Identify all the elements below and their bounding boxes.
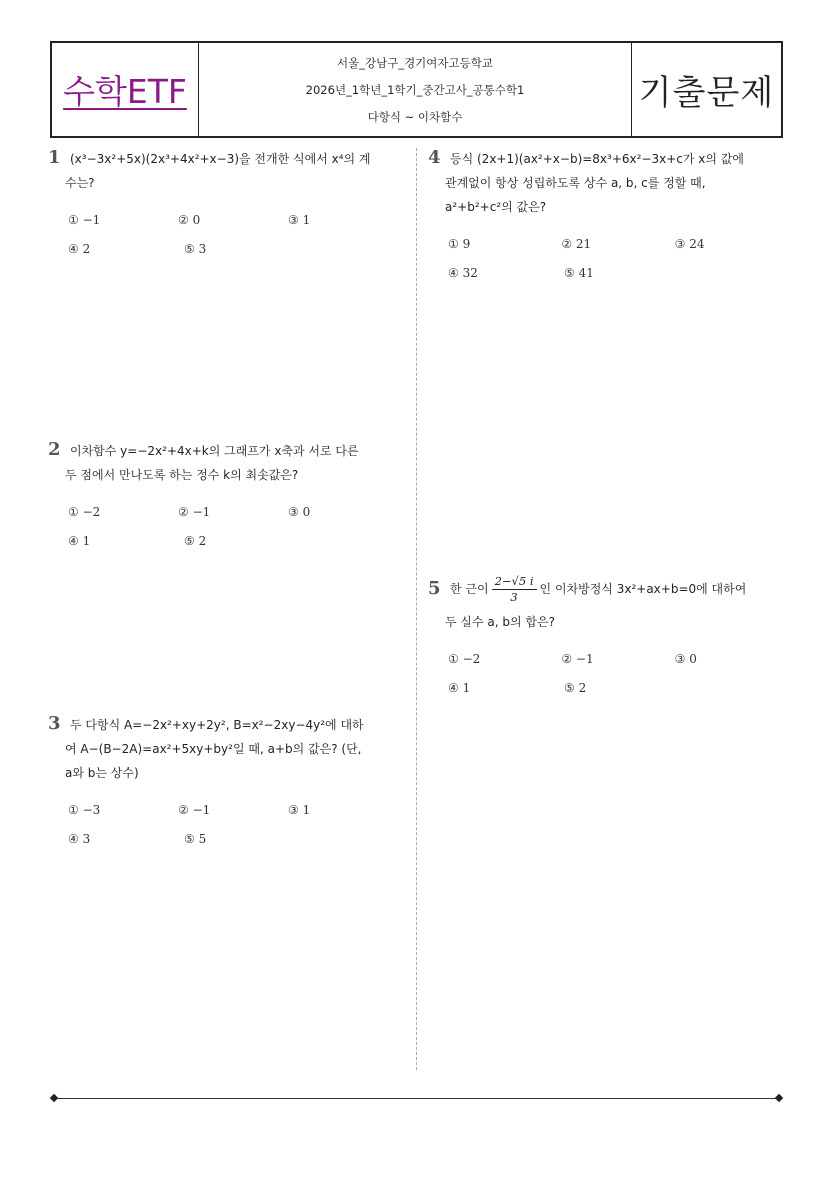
choice-1[interactable]: ① 9 <box>448 236 471 251</box>
question-text: 수는? <box>65 176 95 190</box>
exam-range: 다항식 ~ 이차함수 <box>367 109 463 124</box>
question-text: 인 이차방정식 3x²+ax+b=0에 대하여 <box>539 582 747 596</box>
choice-1[interactable]: ① −2 <box>68 504 101 519</box>
label-box <box>631 43 781 136</box>
exam-label: 기출문제 <box>638 73 775 113</box>
question-text: 한 근이 <box>450 582 489 596</box>
question-number: 3 <box>48 713 61 734</box>
question-text: (x³−3x²+5x)(2x³+4x²+x−3)을 전개한 식에서 x⁴의 계 <box>70 152 371 166</box>
fraction <box>492 574 537 605</box>
choice-4[interactable]: ④ 3 <box>68 831 91 846</box>
question-text: 두 점에서 만나도록 하는 정수 k의 최솟값은? <box>65 468 299 482</box>
footer-left-diamond <box>50 1094 58 1102</box>
exam-info <box>199 43 631 136</box>
choice-2[interactable]: ② 21 <box>561 236 592 251</box>
choices <box>48 205 398 263</box>
choices <box>48 795 398 853</box>
choice-5[interactable]: ⑤ 5 <box>184 831 207 846</box>
choice-5[interactable]: ⑤ 41 <box>564 265 594 280</box>
question-text: 관계없이 항상 성립하도록 상수 a, b, c를 정할 때, <box>445 176 706 190</box>
question-number: 5 <box>428 578 441 599</box>
school-name: 서울_강남구_경기여자고등학교 <box>337 55 493 70</box>
choice-3[interactable]: ③ 1 <box>288 802 311 817</box>
fraction-denominator: 3 <box>510 589 518 604</box>
choice-2[interactable]: ② −1 <box>178 504 211 519</box>
choice-1[interactable]: ① −1 <box>68 212 101 227</box>
question-2 <box>48 438 398 555</box>
choice-4[interactable]: ④ 32 <box>448 265 478 280</box>
choices <box>428 644 788 702</box>
choices <box>48 497 398 555</box>
choice-5[interactable]: ⑤ 2 <box>184 533 207 548</box>
fraction-numerator: 2−√5 i <box>492 574 537 590</box>
choice-5[interactable]: ⑤ 2 <box>564 680 587 695</box>
exam-header <box>50 41 783 138</box>
question-1 <box>48 146 398 263</box>
question-text: 이차함수 y=−2x²+4x+k의 그래프가 x축과 서로 다른 <box>70 444 359 458</box>
question-number: 4 <box>428 147 441 168</box>
footer-line <box>53 1098 780 1099</box>
choice-3[interactable]: ③ 0 <box>288 504 311 519</box>
choice-2[interactable]: ② −1 <box>178 802 211 817</box>
logo-box <box>52 43 199 136</box>
choice-1[interactable]: ① −2 <box>448 651 481 666</box>
exam-title: 2026년_1학년_1학기_중간고사_공통수학1 <box>305 82 525 97</box>
choice-1[interactable]: ① −3 <box>68 802 101 817</box>
choice-3[interactable]: ③ 24 <box>674 236 705 251</box>
logo: 수학ETF <box>63 72 187 111</box>
question-number: 1 <box>48 147 61 168</box>
choice-2[interactable]: ② 0 <box>178 212 201 227</box>
question-text: 두 다항식 A=−2x²+xy+2y², B=x²−2xy−4y²에 대하 <box>70 718 364 732</box>
choice-5[interactable]: ⑤ 3 <box>184 241 207 256</box>
choices <box>428 229 788 287</box>
column-divider <box>416 148 417 1070</box>
choice-3[interactable]: ③ 1 <box>288 212 311 227</box>
question-text: 여 A−(B−2A)=ax²+5xy+by²일 때, a+b의 값은? (단, <box>65 742 362 756</box>
question-number: 2 <box>48 439 61 460</box>
question-5 <box>428 572 788 702</box>
footer-right-diamond <box>775 1094 783 1102</box>
question-text: 두 실수 a, b의 합은? <box>445 615 555 629</box>
choice-4[interactable]: ④ 1 <box>68 533 91 548</box>
choice-2[interactable]: ② −1 <box>561 651 594 666</box>
question-text: a와 b는 상수) <box>65 766 139 780</box>
question-3 <box>48 712 398 853</box>
question-4 <box>428 146 788 287</box>
question-text: a²+b²+c²의 값은? <box>445 200 547 214</box>
choice-4[interactable]: ④ 2 <box>68 241 91 256</box>
choice-4[interactable]: ④ 1 <box>448 680 471 695</box>
question-text: 등식 (2x+1)(ax²+x−b)=8x³+6x²−3x+c가 x의 값에 <box>450 152 744 166</box>
choice-3[interactable]: ③ 0 <box>674 651 697 666</box>
